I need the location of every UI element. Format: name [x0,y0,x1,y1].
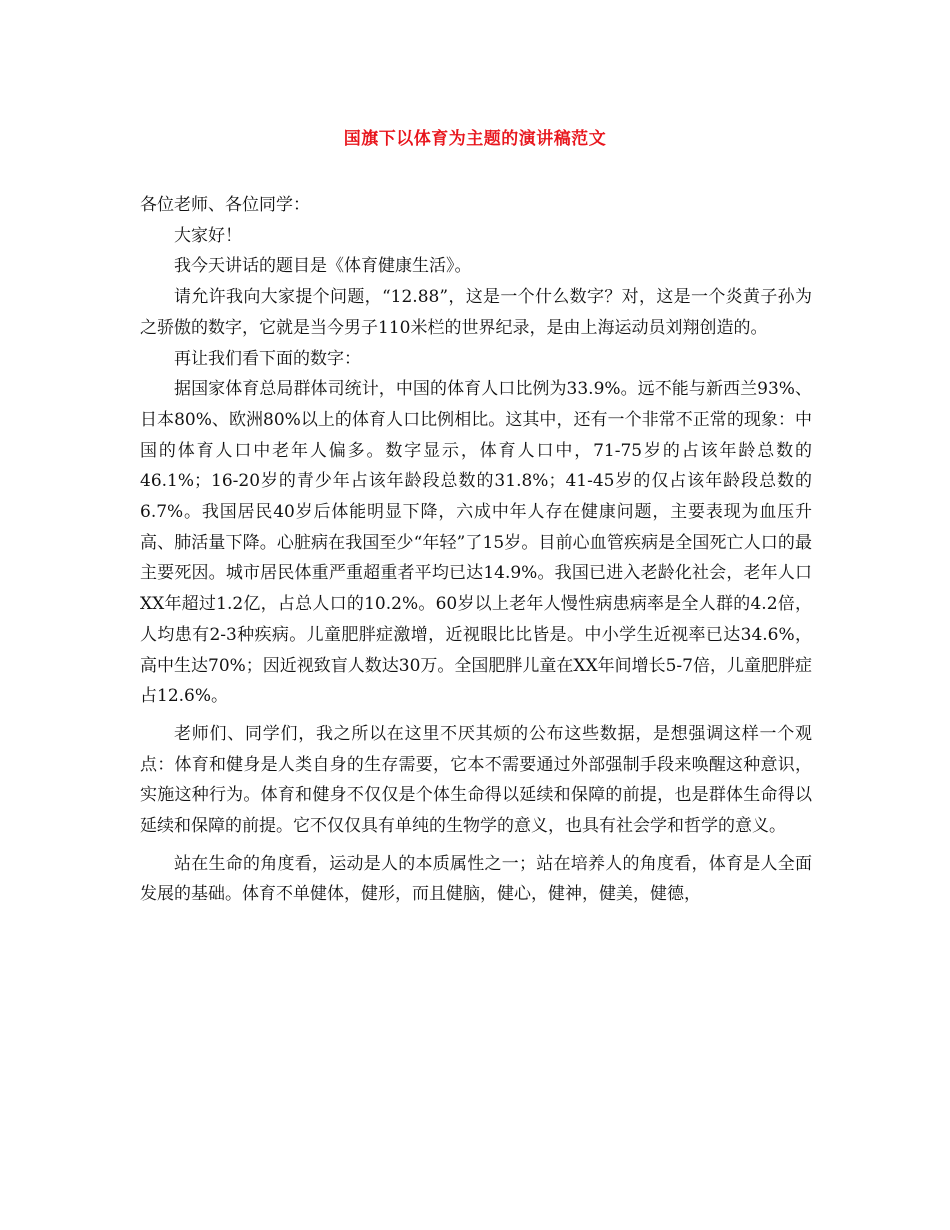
paragraph-viewpoint: 老师们、同学们，我之所以在这里不厌其烦的公布这些数据，是想强调这样一个观点：体育和健身是人类自身的生存需要，它本不需要通过外部强制手段来唤醒这种意识，实施这种行为。体育和健身不仅仅是个体生命得以延续和保障的前提，也是群体生命得以延续和保障的前提。它不仅仅具有单纯的生物学的意义，也具有社会学和哲学的意义。 [140,723,812,837]
greeting: 大家好！ [174,225,242,246]
paragraph-intro-numbers: 再让我们看下面的数字： [174,348,361,369]
salutation: 各位老师、各位同学： [140,195,310,215]
document-body [140,190,812,910]
paragraph-question: 请允许我向大家提个问题，“12.88”，这是一个什么数字？对，这是一个炎黄子孙为之骄傲的数字，它就是当今男子110米栏的世界纪录，是由上海运动员刘翔创造的。 [140,287,812,338]
document-title: 国旗下以体育为主题的演讲稿范文 [343,129,607,149]
paragraph-life-perspective: 站在生命的角度看，运动是人的本质属性之一；站在培养人的角度看，体育是人全面发展的基础。体育不单健体，健形，而且健脑，健心，健神，健美，健德， [140,853,812,905]
paragraph-topic: 我今天讲话的题目是《体育健康生活》。 [174,256,472,277]
paragraph-statistics: 据国家体育总局群体司统计，中国的体育人口比例为33.9%。远不能与新西兰93%、日本80%、欧洲80%以上的体育人口比例相比。这其中，还有一个非常不正常的现象：中国的体育人口中老年人偏多。数字显示，体育人口中，71-75岁的占该年龄总数的46.1%；16-20岁的青少年占该年龄段总数的31.8%；41-45岁的仅占该年龄段总数的6.7%。我国居民40岁后体能明显下降，六成中年人存在健康问题，主要表现为血压升高、肺活量下降。心脏病在我国至少“年轻”了15岁。目前心血管疾病是全国死亡人口的最主要死因。城市居民体重严重超重者平均已达14.9%。我国已进入老龄化社会，老年人口XX年超过1.2亿，占总人口的10.2%。60岁以上老年人慢性病患病率是全人群的4.2倍，人均患有2-3种疾病。儿童肥胖症激增，近视眼比比皆是。中小学生近视率已达34.6%，高中生达70%；因近视致盲人数达30万。全国肥胖儿童在XX年间增长5-7倍，儿童肥胖症占12.6%。 [140,379,812,707]
